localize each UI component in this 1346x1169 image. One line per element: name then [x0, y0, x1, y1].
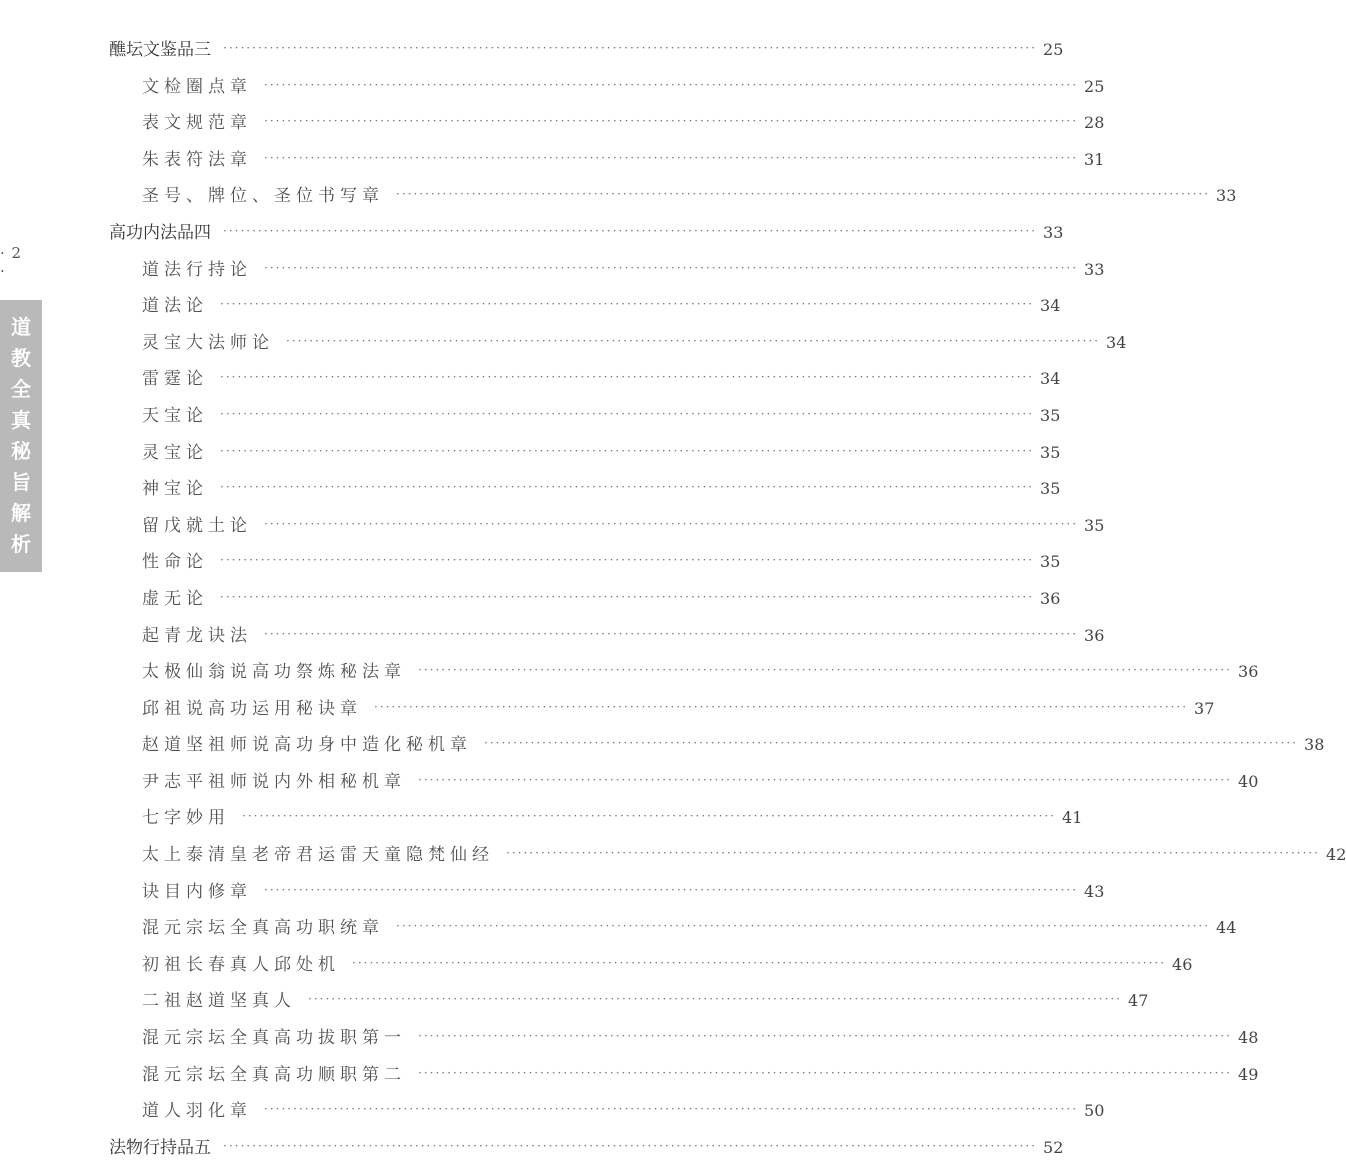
toc-entry-page-number: 25: [1084, 76, 1105, 96]
toc-entry-title: 灵宝大法师论: [142, 332, 274, 353]
toc-entry-title: 七字妙用: [142, 808, 230, 829]
toc-section-entry: [109, 474, 1061, 511]
toc-dot-leader: ············································································································································: [308, 992, 1123, 1007]
toc-entry-page-number: 34: [1040, 369, 1061, 389]
toc-entry-title: 虚无论: [142, 588, 208, 609]
side-tab-char: 解: [11, 501, 31, 525]
toc-section-entry: [109, 840, 1346, 877]
toc-entry-page-number: 25: [1043, 40, 1064, 59]
toc-entry-title: 朱表符法章: [142, 149, 252, 170]
side-tab-char: 真: [11, 408, 31, 432]
toc-entry-title: 醮坛文鉴品三: [109, 40, 211, 60]
toc-entry-page-number: 36: [1040, 588, 1061, 608]
toc-section-entry: [109, 145, 1105, 182]
toc-entry-title: 留戊就土论: [142, 515, 252, 536]
toc-entry-page-number: 38: [1304, 735, 1325, 755]
toc-entry-page-number: 36: [1238, 662, 1259, 682]
toc-entry-title: 赵道坚祖师说高功身中造化秘机章: [142, 735, 472, 756]
toc-entry-title: 诀目内修章: [142, 881, 252, 902]
toc-section-entry: [109, 108, 1105, 145]
toc-dot-leader: ············································································································································: [223, 223, 1038, 238]
toc-entry-page-number: 42: [1326, 845, 1346, 865]
toc-section-entry: [109, 547, 1061, 584]
toc-section-entry: [109, 913, 1237, 950]
toc-section-entry: [109, 730, 1325, 767]
toc-entry-page-number: 34: [1106, 332, 1127, 352]
toc-entry-page-number: 36: [1084, 625, 1105, 645]
toc-entry-title: 神宝论: [142, 479, 208, 500]
toc-section-entry: [109, 511, 1105, 548]
toc-dot-leader: ············································································································································: [264, 626, 1079, 641]
toc-dot-leader: ············································································································································: [264, 516, 1079, 531]
toc-dot-leader: ············································································································································: [220, 443, 1035, 458]
toc-entry-page-number: 28: [1084, 113, 1105, 133]
side-tab-book-title: [0, 300, 42, 572]
toc-dot-leader: ············································································································································: [264, 150, 1079, 165]
toc-entry-title: 道法论: [142, 296, 208, 317]
toc-entry-page-number: 52: [1043, 1137, 1064, 1157]
toc-entry-title: 混元宗坛全真高功顺职第二: [142, 1064, 406, 1085]
toc-entry-title: 文检圈点章: [142, 76, 252, 97]
toc-section-entry: [109, 767, 1259, 804]
toc-dot-leader: ············································································································································: [418, 772, 1233, 787]
toc-dot-leader: ············································································································································: [374, 699, 1189, 714]
toc-entry-page-number: 46: [1172, 954, 1193, 974]
toc-entry-page-number: 33: [1043, 222, 1064, 242]
toc-dot-leader: ············································································································································: [220, 370, 1035, 385]
toc-chapter-entry: [109, 218, 1064, 255]
toc-entry-page-number: 35: [1040, 405, 1061, 425]
toc-entry-page-number: 35: [1040, 442, 1061, 462]
toc-dot-leader: ············································································································································: [418, 663, 1233, 678]
toc-entry-title: 混元宗坛全真高功职统章: [142, 918, 384, 939]
toc-dot-leader: ············································································································································: [242, 809, 1057, 824]
side-tab-char: 析: [11, 532, 31, 556]
page-number: · 2 ·: [0, 244, 23, 280]
toc-entry-page-number: 31: [1084, 149, 1105, 169]
toc-section-entry: [109, 181, 1237, 218]
toc-entry-title: 邱祖说高功运用秘诀章: [142, 698, 362, 719]
toc-section-entry: [109, 1096, 1105, 1133]
toc-entry-title: 太上泰清皇老帝君运雷天童隐梵仙经: [142, 845, 494, 866]
toc-section-entry: [109, 694, 1215, 731]
toc-entry-title: 道法行持论: [142, 259, 252, 280]
toc-section-entry: [109, 657, 1259, 694]
toc-section-entry: [109, 1060, 1259, 1097]
toc-entry-page-number: 40: [1238, 771, 1259, 791]
toc-section-entry: [109, 401, 1061, 438]
toc-dot-leader: ············································································································································: [396, 187, 1211, 202]
toc-entry-title: 初祖长春真人邱处机: [142, 954, 340, 975]
toc-entry-page-number: 41: [1062, 808, 1083, 828]
toc-dot-leader: ············································································································································: [286, 333, 1101, 348]
toc-dot-leader: ············································································································································: [223, 1138, 1038, 1153]
toc-entry-title: 起青龙诀法: [142, 625, 252, 646]
toc-chapter-entry: [109, 35, 1064, 72]
toc-entry-title: 性命论: [142, 552, 208, 573]
toc-dot-leader: ············································································································································: [418, 1065, 1233, 1080]
toc-dot-leader: ············································································································································: [264, 77, 1079, 92]
toc-entry-page-number: 33: [1084, 259, 1105, 279]
toc-dot-leader: ············································································································································: [220, 589, 1035, 604]
toc-dot-leader: ············································································································································: [264, 1102, 1079, 1117]
toc-entry-page-number: 34: [1040, 296, 1061, 316]
toc-entry-title: 法物行持品五: [109, 1137, 211, 1158]
toc-entry-page-number: 35: [1040, 479, 1061, 499]
toc-chapter-entry: [109, 1133, 1064, 1169]
toc-dot-leader: ············································································································································: [220, 553, 1035, 568]
toc-entry-title: 天宝论: [142, 405, 208, 426]
toc-section-entry: [109, 72, 1105, 109]
toc-entry-title: 太极仙翁说高功祭炼秘法章: [142, 662, 406, 683]
toc-dot-leader: ············································································································································: [264, 882, 1079, 897]
side-tab-char: 秘: [11, 439, 31, 463]
toc-entry-title: 尹志平祖师说内外相秘机章: [142, 771, 406, 792]
toc-section-entry: [109, 438, 1061, 475]
toc-entry-page-number: 43: [1084, 881, 1105, 901]
toc-entry-title: 道人羽化章: [142, 1101, 252, 1122]
toc-entry-page-number: 35: [1040, 552, 1061, 572]
toc-section-entry: [109, 986, 1149, 1023]
toc-entry-page-number: 37: [1194, 698, 1215, 718]
toc-entry-title: 表文规范章: [142, 113, 252, 134]
toc-dot-leader: ············································································································································: [220, 297, 1035, 312]
toc-entry-title: 圣号、牌位、圣位书写章: [142, 186, 384, 207]
toc-dot-leader: ············································································································································: [352, 955, 1167, 970]
toc-section-entry: [109, 291, 1061, 328]
toc-entry-page-number: 50: [1084, 1101, 1105, 1121]
toc-section-entry: [109, 950, 1193, 987]
toc-entry-title: 高功内法品四: [109, 222, 211, 243]
toc-dot-leader: ············································································································································: [264, 260, 1079, 275]
table-of-contents: [109, 35, 1346, 1169]
toc-dot-leader: ············································································································································: [220, 406, 1035, 421]
side-tab-char: 旨: [11, 470, 31, 494]
toc-entry-page-number: 49: [1238, 1064, 1259, 1084]
toc-entry-title: 灵宝论: [142, 442, 208, 463]
toc-dot-leader: ············································································································································: [506, 846, 1321, 861]
toc-section-entry: [109, 877, 1105, 914]
toc-dot-leader: ············································································································································: [264, 114, 1079, 129]
toc-dot-leader: ············································································································································: [220, 480, 1035, 495]
toc-dot-leader: ············································································································································: [418, 1029, 1233, 1044]
toc-section-entry: [109, 364, 1061, 401]
toc-entry-page-number: 44: [1216, 918, 1237, 938]
toc-entry-title: 二祖赵道坚真人: [142, 991, 296, 1012]
toc-entry-title: 混元宗坛全真高功拔职第一: [142, 1028, 406, 1049]
toc-entry-page-number: 47: [1128, 991, 1149, 1011]
toc-section-entry: [109, 328, 1127, 365]
toc-entry-title: 雷霆论: [142, 369, 208, 390]
side-tab-char: 全: [11, 377, 31, 401]
toc-section-entry: [109, 803, 1083, 840]
toc-dot-leader: ············································································································································: [223, 41, 1038, 55]
toc-section-entry: [109, 255, 1105, 292]
toc-section-entry: [109, 584, 1061, 621]
side-tab-char: 教: [11, 346, 31, 370]
side-tab-char: 道: [11, 315, 31, 339]
toc-entry-page-number: 33: [1216, 186, 1237, 206]
toc-section-entry: [109, 1023, 1259, 1060]
toc-dot-leader: ············································································································································: [396, 919, 1211, 934]
toc-entry-page-number: 48: [1238, 1028, 1259, 1048]
toc-dot-leader: ············································································································································: [484, 736, 1299, 751]
toc-entry-page-number: 35: [1084, 515, 1105, 535]
toc-section-entry: [109, 621, 1105, 658]
